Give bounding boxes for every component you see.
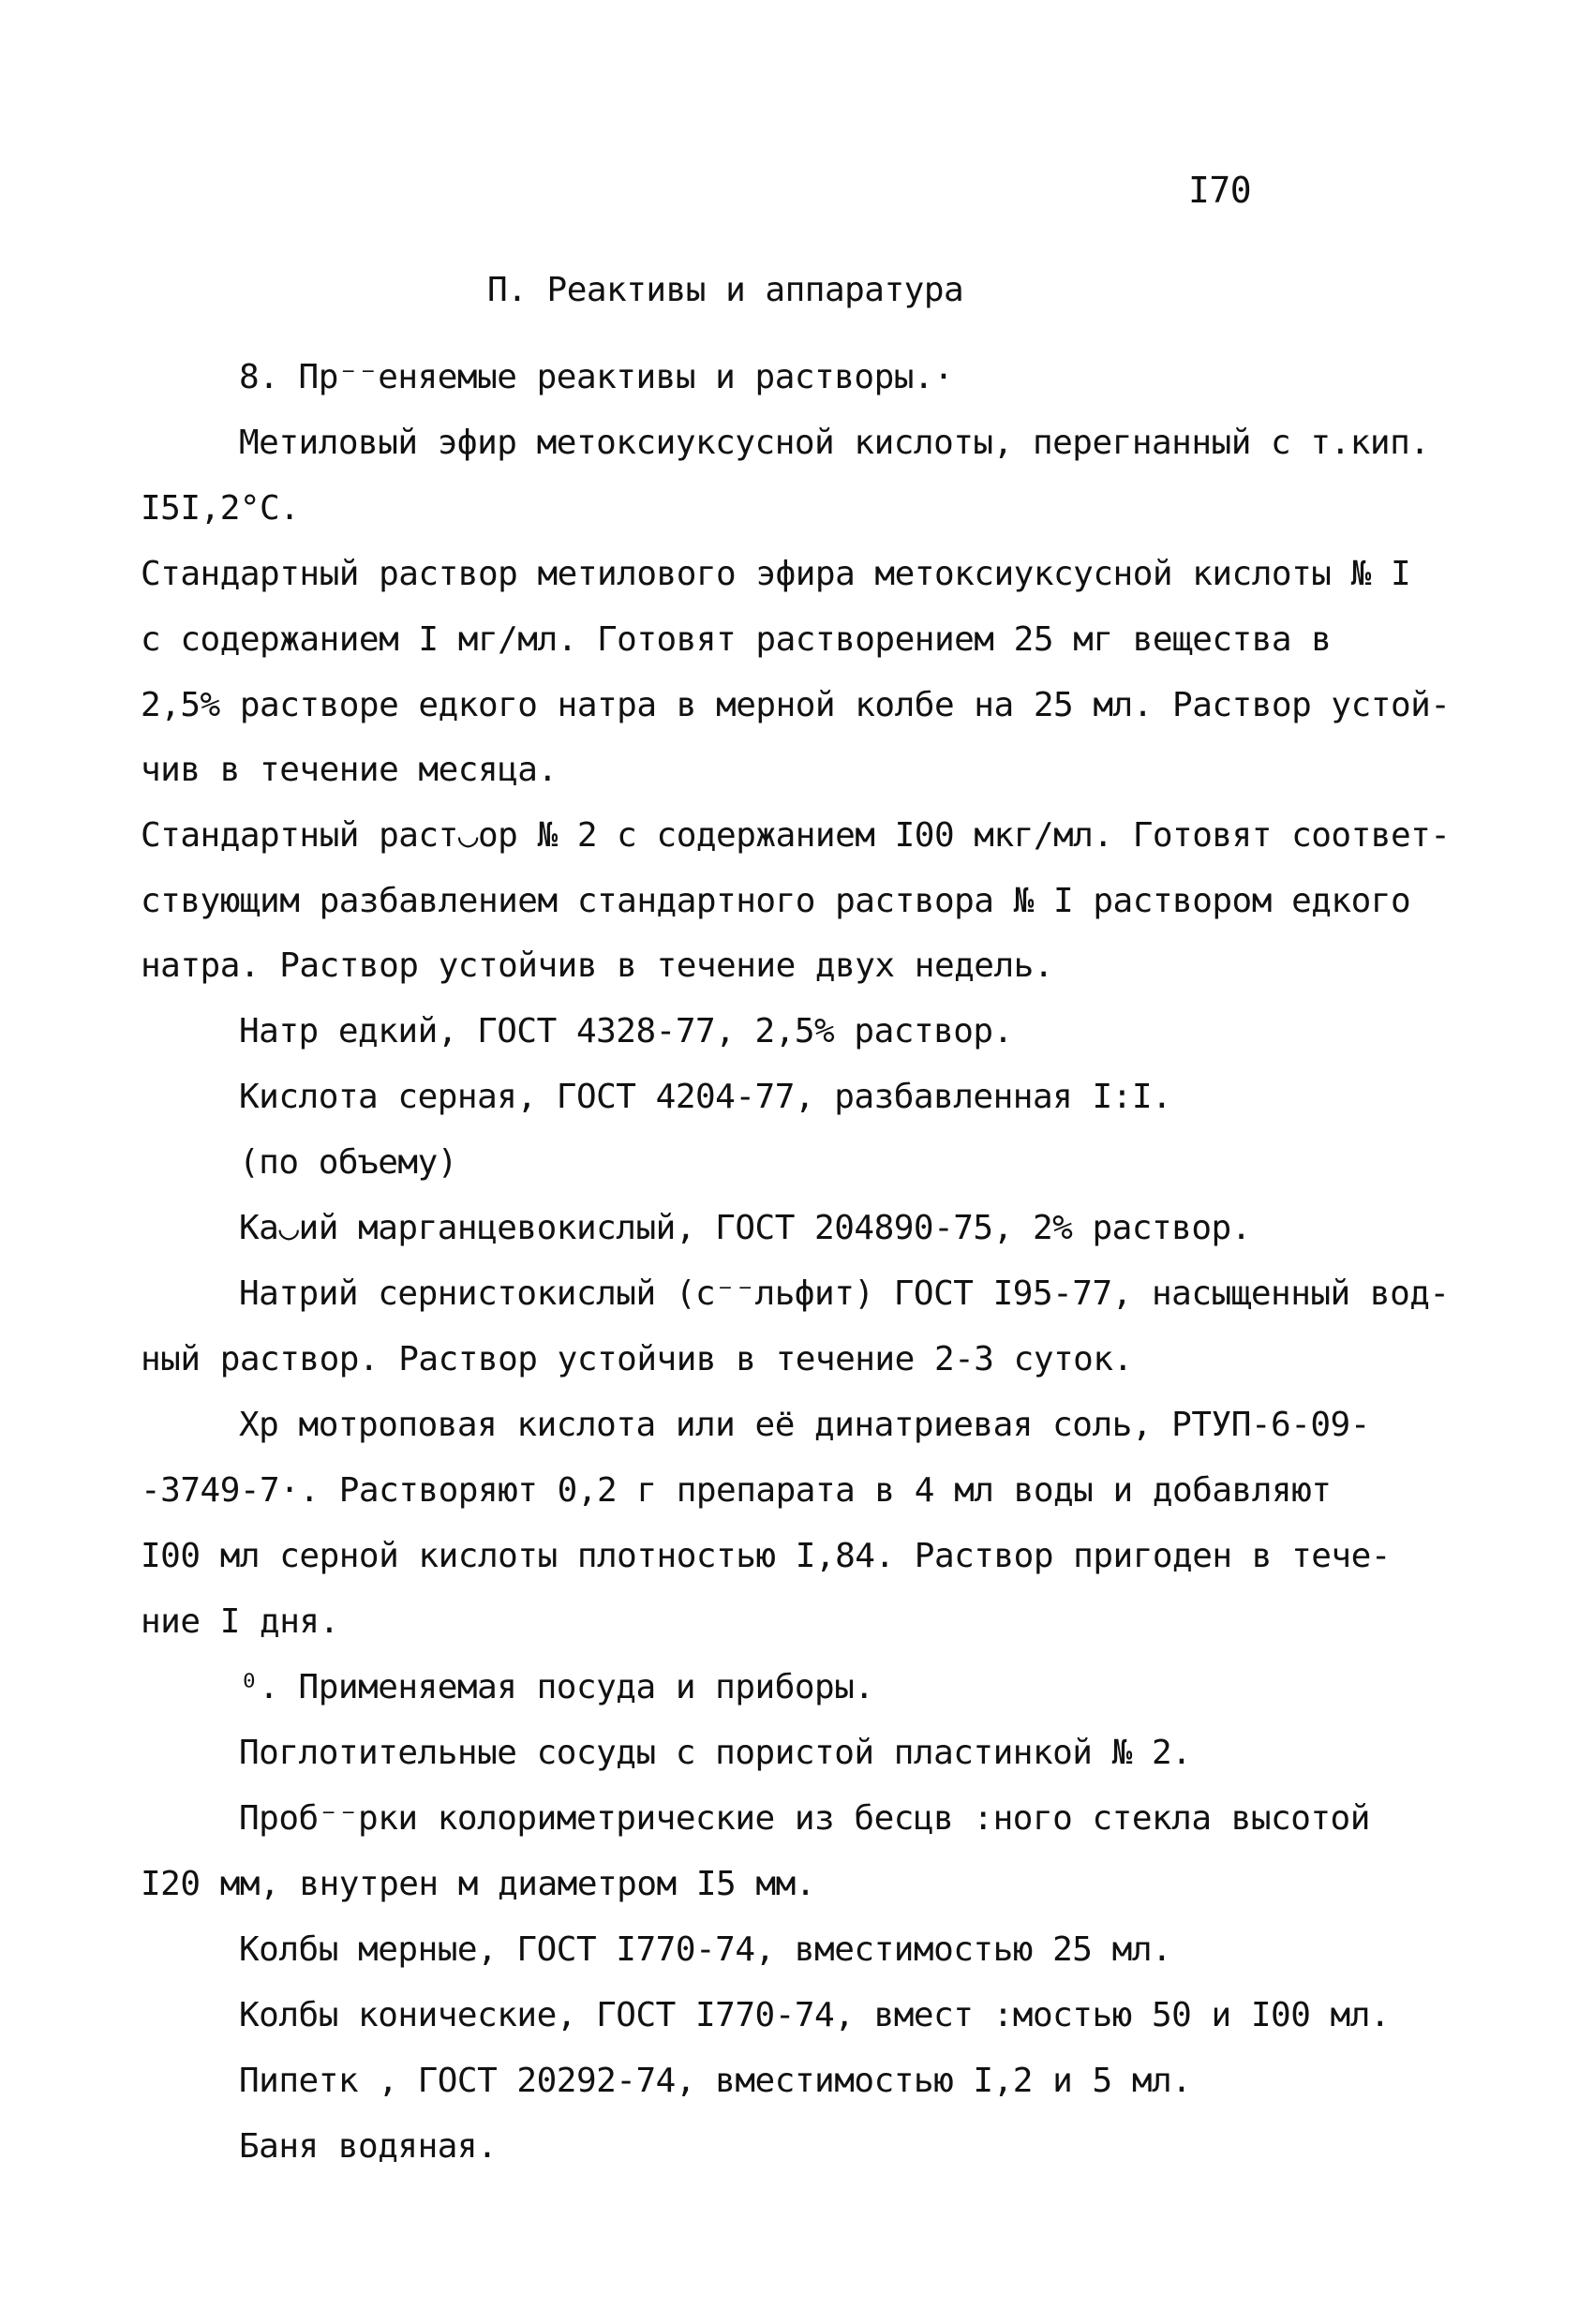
text-line: I20 мм, внутрен м диаметром I5 мм. [141, 1865, 815, 1903]
text-line: Стандартный раствор метилового эфира метоксиуксусной кислоты № I [141, 555, 1411, 593]
subsection-reagents-title: 8. Пр⁻⁻еняемые реактивы и растворы.· [239, 358, 954, 396]
text-line: Натрий сернистокислый (с⁻⁻льфит) ГОСТ I95-77, насыщенный вод- [239, 1274, 1450, 1313]
text-line: с содержанием I мг/мл. Готовят растворением 25 мг вещества в [141, 620, 1332, 659]
text-line: Хр мотроповая кислота или её динатриевая соль, РТУП-6-09- [239, 1406, 1370, 1444]
text-line: Стандартный раст◡ор № 2 с содержанием I00 мкг/мл. Готовят соответ- [141, 816, 1451, 855]
page-number: I70 [1188, 170, 1252, 211]
text-line: (по объему) [239, 1143, 457, 1182]
text-line: 2,5% растворе едкого натра в мерной колбе на 25 мл. Раствор устой- [141, 686, 1451, 724]
text-line: Поглотительные сосуды с пористой пластинкой № 2. [239, 1734, 1192, 1772]
text-line: чив в течение месяца. [141, 751, 558, 789]
text-line: Кислота серная, ГОСТ 4204-77, разбавленная I:I. [239, 1078, 1172, 1116]
text-line: Баня водяная. [239, 2127, 498, 2166]
text-line: Колбы мерные, ГОСТ I770-74, вместимостью 25 мл. [239, 1930, 1172, 1969]
text-line: I5I,2°C. [141, 489, 300, 528]
text-line: ный раствор. Раствор устойчив в течение 2-3 суток. [141, 1340, 1133, 1378]
text-line: ние I дня. [141, 1602, 339, 1641]
text-line: ствующим разбавлением стандартного раствора № I раствором едкого [141, 882, 1411, 920]
text-line: Проб⁻⁻рки колориметрические из бесцв :ного стекла высотой [239, 1799, 1370, 1838]
text-line: I00 мл серной кислоты плотностью I,84. Раствор пригоден в тече- [141, 1537, 1391, 1575]
subsection-equipment-title: ⁰. Применяемая посуда и приборы. [239, 1668, 874, 1706]
text-line: натра. Раствор устойчив в течение двух недель. [141, 946, 1053, 985]
section-heading: П. Реактивы и аппаратура [487, 271, 964, 309]
text-line: Метиловый эфир метоксиуксусной кислоты, перегнанный с т.кип. [239, 424, 1430, 462]
text-line: Натр едкий, ГОСТ 4328-77, 2,5% раствор. [239, 1012, 1013, 1050]
text-line: Ка◡ий марганцевокислый, ГОСТ 204890-75, 2% раствор. [239, 1209, 1251, 1247]
text-line: Колбы конические, ГОСТ I770-74, вмест :мостью 50 и I00 мл. [239, 1996, 1391, 2034]
text-line: -3749-7·. Растворяют 0,2 г препарата в 4 мл воды и добавляют [141, 1471, 1332, 1510]
text-line: Пипетк , ГОСТ 20292-74, вместимостью I,2 и 5 мл. [239, 2062, 1192, 2100]
